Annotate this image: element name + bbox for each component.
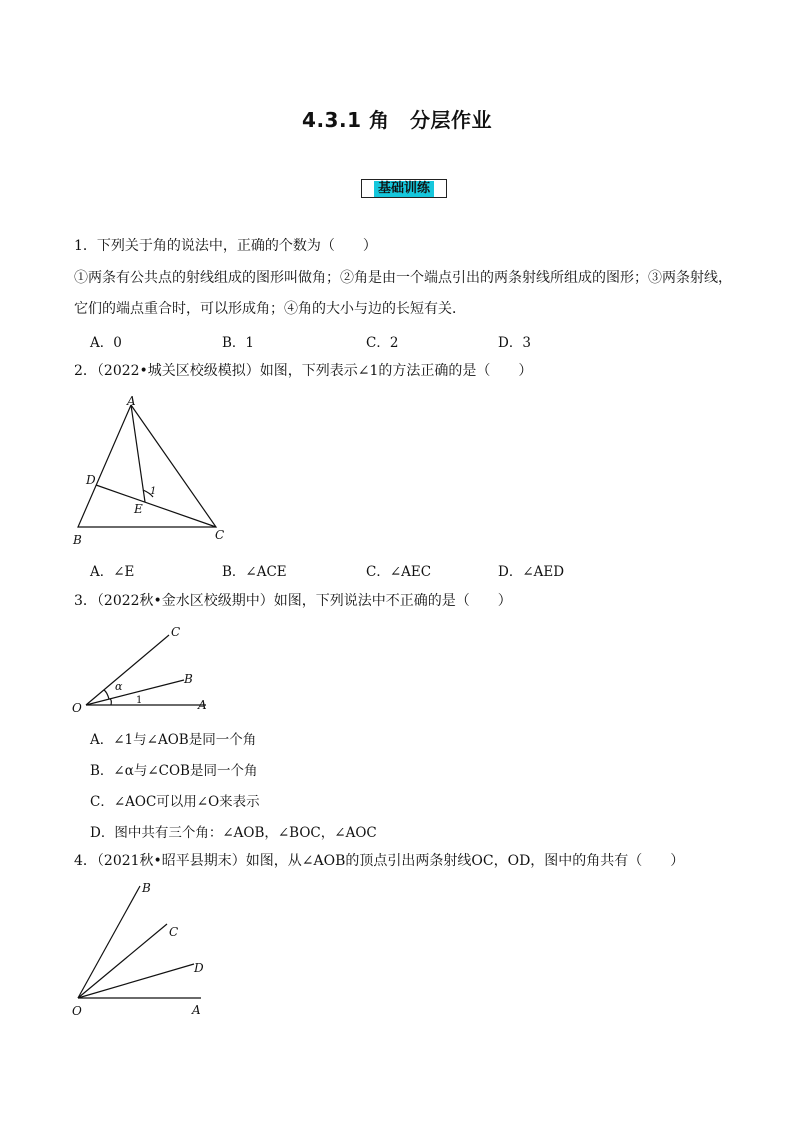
section-badge-label: 基础训练 [374,181,434,197]
q2-option-d[interactable]: D．∠AED [498,564,565,580]
q2-label-angle-1: 1 [150,486,157,497]
q2-stem: 2．（2022•城关区校级模拟）如图，下列表示∠1的方法正确的是（ ） [74,363,533,379]
q3-label-c: C [171,625,181,639]
q1-line3: 它们的端点重合时，可以形成角；④角的大小与边的长短有关． [74,301,466,317]
q3-option-d[interactable]: D．图中共有三个角：∠AOB，∠BOC，∠AOC [90,825,377,841]
q2-label-e: E [134,502,143,516]
q4-stem: 4．（2021秋•昭平县期末）如图，从∠AOB的顶点引出两条射线OC，OD，图中的角共有（ ） [74,853,685,869]
q4-rays-figure [66,876,226,1021]
q4-label-o: O [72,1004,82,1018]
q3-label-b: B [184,672,193,686]
q3-option-b[interactable]: B．∠α与∠COB是同一个角 [90,763,258,779]
q4-ray-od [78,964,194,998]
q4-label-b: B [142,881,151,895]
q2-option-b[interactable]: B．∠ACE [222,564,287,580]
q1-option-a[interactable]: A．0 [90,335,122,351]
q1-line2: ①两条有公共点的射线组成的图形叫做角；②角是由一个端点引出的两条射线所组成的图形；③两条射线， [74,270,732,286]
page-title: 4.3.1 角 分层作业 [302,108,492,132]
q2-label-a: A [127,394,136,408]
q3-option-a[interactable]: A．∠1与∠AOB是同一个角 [90,732,257,748]
q1-stem: 1．下列关于角的说法中，正确的个数为（ ） [74,238,377,254]
q1-option-b[interactable]: B．1 [222,335,255,351]
q2-triangle-abc [78,405,216,527]
q3-angle-alpha-arc [104,690,109,699]
q3-label-alpha: α [115,680,123,693]
q2-option-c[interactable]: C．∠AEC [366,564,432,580]
q2-segment-ae [131,405,145,502]
q2-triangle-figure [66,390,246,550]
q2-option-a[interactable]: A．∠E [90,564,135,580]
q3-label-a: A [198,698,207,712]
q4-ray-oc [78,924,167,998]
q1-option-d[interactable]: D．3 [498,335,531,351]
q3-option-c[interactable]: C．∠AOC可以用∠O来表示 [90,794,260,810]
q4-label-c: C [169,925,179,939]
section-badge [361,179,447,198]
q3-label-angle-1: 1 [136,695,143,706]
q2-label-b: B [73,533,82,547]
q4-label-a: A [192,1003,201,1017]
q3-stem: 3．（2022秋•金水区校级期中）如图，下列说法中不正确的是（ ） [74,593,512,609]
q3-angle-figure [66,620,226,720]
q3-label-o: O [72,701,82,715]
q4-ray-ob [78,886,140,998]
q3-angle-1-arc [110,699,111,705]
q2-label-c: C [215,528,225,542]
q2-label-d: D [86,473,96,487]
q1-option-c[interactable]: C．2 [366,335,399,351]
q4-label-d: D [194,961,204,975]
